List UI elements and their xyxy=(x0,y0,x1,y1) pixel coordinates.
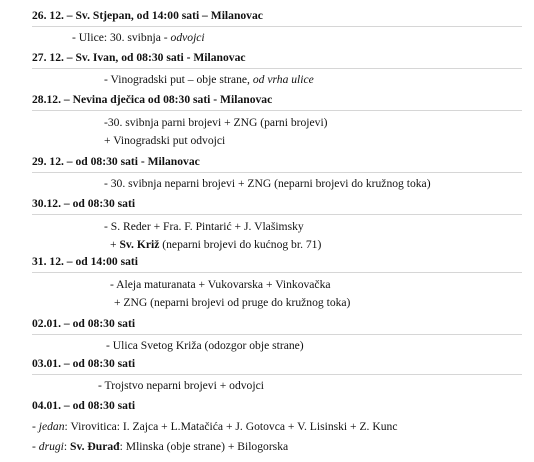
schedule-entry-03-01 xyxy=(32,354,522,397)
entry-header: 29. 12. – od 08:30 sati - Milanovac xyxy=(32,152,522,173)
entry-header: 28.12. – Nevina dječica od 08:30 sati - Milanovac xyxy=(32,90,522,111)
schedule-entry-26-12 xyxy=(32,6,522,49)
entry-line: - Trojstvo neparni brojevi + odvojci xyxy=(98,379,264,392)
entry-header: 31. 12. – od 14:00 sati xyxy=(32,252,522,273)
entry-line: - S. Reder + Fra. F. Pintarić + J. Vlašimsky xyxy=(104,220,304,233)
entry-line: + Sv. Križ (neparni brojevi do kućnog br. 71) xyxy=(110,238,322,251)
entry-header: 30.12. – od 08:30 sati xyxy=(32,194,522,215)
entry-header: 27. 12. – Sv. Ivan, od 08:30 sati - Milanovac xyxy=(32,48,522,69)
entry-line: - Vinogradski put – obje strane, od vrha ulice xyxy=(104,73,314,86)
schedule-entry-04-01 xyxy=(32,396,522,456)
entry-header: 02.01. – od 08:30 sati xyxy=(32,314,522,335)
entry-line: - jedan: Virovitica: I. Zajca + L.Matačića + J. Gotovca + V. Lisinski + Z. Kunc xyxy=(32,420,398,433)
entry-header: 26. 12. – Sv. Stjepan, od 14:00 sati – Milanovac xyxy=(32,6,522,27)
schedule-entry-29-12 xyxy=(32,152,522,195)
entry-line: + ZNG (neparni brojevi od pruge do kružnog toka) xyxy=(114,296,351,309)
entry-line: - Ulice: 30. svibnja - odvojci xyxy=(72,31,205,44)
entry-line: - drugi: Sv. Đurađ: Mlinska (obje strane) + Bilogorska xyxy=(32,440,289,453)
schedule-entry-30-12 xyxy=(32,194,522,254)
entry-line: - 30. svibnja neparni brojevi + ZNG (neparni brojevi do kružnog toka) xyxy=(104,177,431,190)
entry-header: 04.01. – od 08:30 sati xyxy=(32,399,136,412)
schedule-entry-27-12 xyxy=(32,48,522,91)
entry-line: -30. svibnja parni brojevi + ZNG (parni brojevi) xyxy=(104,116,328,129)
schedule-entry-31-12 xyxy=(32,252,522,312)
entry-line: - Ulica Svetog Križa (odozgor obje strane) xyxy=(106,339,304,352)
entry-line: - Aleja maturanata + Vukovarska + Vinkovačka xyxy=(110,278,331,291)
schedule-entry-02-01 xyxy=(32,314,522,357)
entry-header: 03.01. – od 08:30 sati xyxy=(32,354,522,375)
entry-line: + Vinogradski put odvojci xyxy=(104,134,226,147)
schedule-entry-28-12 xyxy=(32,90,522,150)
